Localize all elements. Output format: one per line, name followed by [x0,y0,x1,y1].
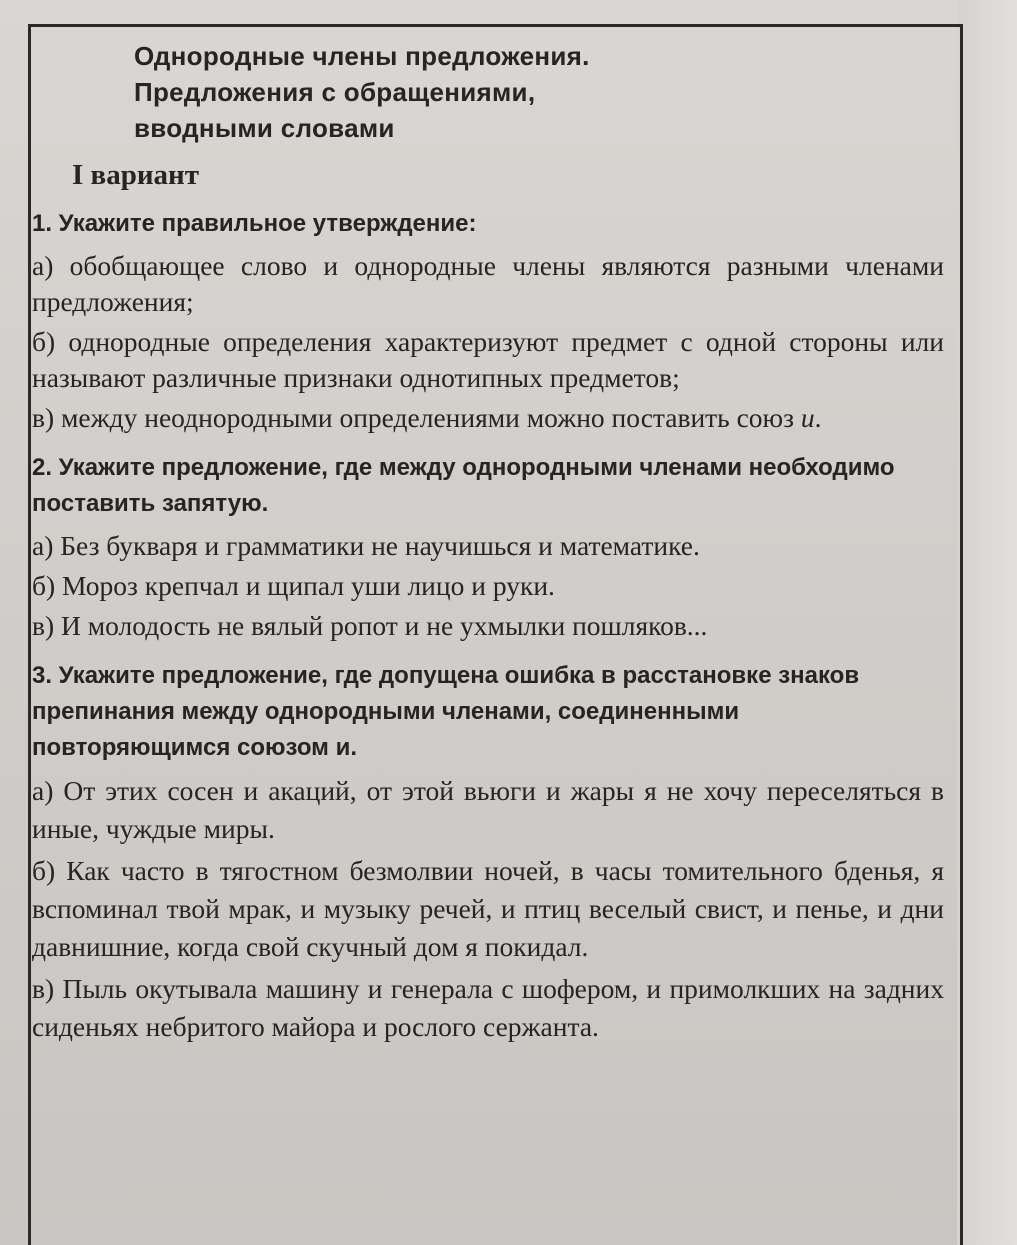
question-2-answer-c: в) И молодость не вялый ропот и не ухмылки пошляков... [32,610,708,641]
worksheet-title [134,38,944,146]
variant-heading: I вариант [72,159,199,191]
question-1-answer-c-word: союз [736,402,794,433]
question-3-answer-a: а) От этих сосен и акаций, от этой вьюги и жары я не хочу переселяться в иные, чуждые миры. [32,775,944,844]
question-1-answer-a: а) обобщающее слово и однородные члены являются разными членами предложения; [32,250,944,317]
title-line-2: Предложения с обращениями, [134,77,536,107]
question-3-answer-b: б) Как часто в тягостном безмолвии ночей, в часы томительного бденья, я вспоминал твой мрак, и музыку речей, и птиц веселый свист, и пенье, и дни давнишние, когда свой скучный дом я покидал. [32,855,944,962]
question-3-prompt: 3. Укажите предложение, где допущена ошибка в расстановке знаков препинания между однородными членами, соединенными повторяющимся союзом и. [32,662,860,761]
question-3-answers [32,772,944,1046]
page-edge [957,0,1017,1245]
question-2-prompt: 2. Укажите предложение, где между однородными членами необходимо поставить запятую. [32,454,895,517]
question-1-answer-c-text: в) между неоднородными определениями можно поставить [32,402,730,433]
title-line-1: Однородные члены предложения. [134,41,590,71]
question-1-answer-c-end: . [814,402,822,433]
question-1-answer-c-italic: и [800,402,815,433]
question-1-answer-c [32,400,944,436]
question-2-answer-b: б) Мороз крепчал и щипал уши лицо и руки. [32,570,555,601]
question-2-answer-a: а) Без букваря и грамматики не научишься и математике. [32,530,700,561]
question-1-answer-b: б) однородные определения характеризуют предмет с одной стороны или называют различные признаки однотипных предметов; [32,326,944,393]
question-3-answer-c: в) Пыль окутывала машину и генерала с шофером, и примолкших на задних сиденьях небритого майора и рослого сержанта. [32,973,944,1042]
question-1-prompt: 1. Укажите правильное утверждение: [32,210,477,237]
title-line-3: вводными словами [134,113,395,143]
worksheet-content [32,38,944,1046]
